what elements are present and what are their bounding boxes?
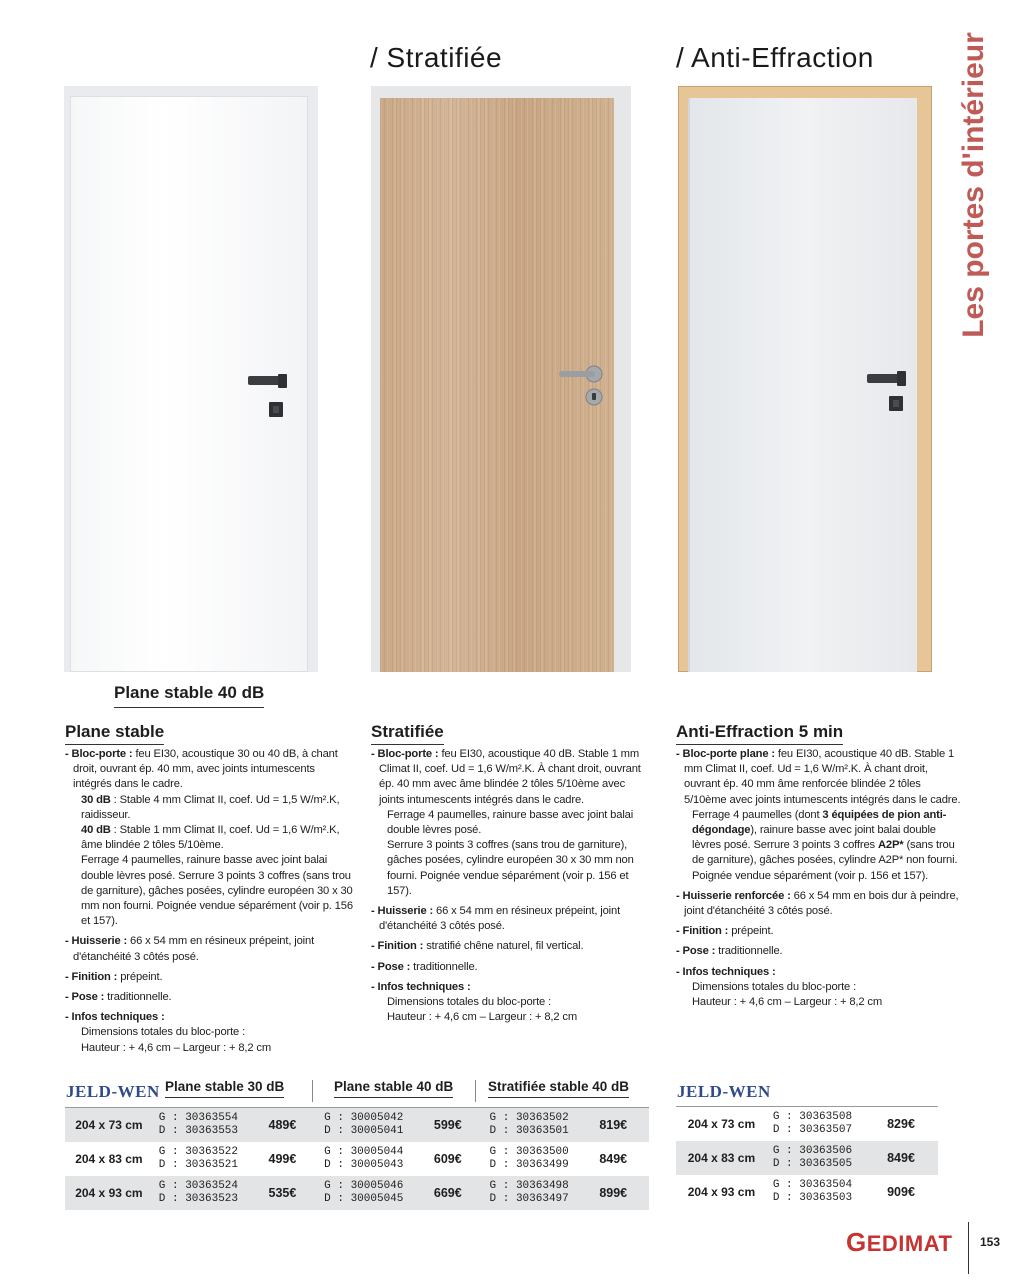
dimension-cell: 204 x 83 cm	[676, 1141, 767, 1175]
spec-huisserie: - Huisserie : 66 x 54 mm en résineux prépeint, joint d'étanchéité 3 côtés posé.	[65, 935, 315, 963]
spec-bloc-porte: - Bloc-porte : feu EI30, acoustique 40 dB. Stable 1 mm Climat II, coef. Ud = 1,6 W/m².K. À chant droit, ouvrant ép. 40 mm avec âme blindée 2 tôles 5/10ème avec joints intumescents intégrés dans le cadre. Ferrage 4 paumelles, rainure basse avec joint balai double lèvres posé. Serrure 3 points 3 coffres (sans trou de garniture), gâches posées, cylindre européen 30 x 30 mm non fourni. Poignée vendue séparément (voir p. 156 et 157).	[371, 748, 641, 897]
spec-infos-techniques: - Infos techniques : Dimensions totales du bloc-porte : Hauteur : + 4,6 cm – Largeur : + 8,2 cm	[371, 980, 578, 1024]
product-title: Stratifiée	[371, 722, 444, 745]
spec-infos-techniques: - Infos techniques : Dimensions totales du bloc-porte : Hauteur : + 4,6 cm – Largeur : + 8,2 cm	[65, 1011, 272, 1054]
price-cell: 669€	[412, 1176, 483, 1210]
price-cell: 899€	[577, 1176, 649, 1210]
side-title-text: Les portes d'intérieur	[957, 32, 990, 338]
spec-bloc-porte: - Bloc-porte plane : feu EI30, acoustique 40 dB. Stable 1 mm Climat II, coef. Ud = 1,6 W/m².K. À chant droit, ouvrant ép. 40 mm âme renforcée blindée 2 tôles 5/10ème avec joints intumescents intégrés dans le cadre. Ferrage 4 paumelles (dont 3 équipées de pion anti-dégondage), rainure basse avec joint balai double lèvres posé. Serrure 3 points 3 coffres A2P* (sans trou de garniture), gâches posées, cylindre A2P* non fourni. Poignée vendue séparément (voir p. 156 et 157).	[676, 748, 961, 882]
price-cell: 535€	[247, 1176, 318, 1210]
door-image-stratifiee	[371, 86, 631, 672]
door-caption: Plane stable 40 dB	[114, 683, 264, 708]
table-row	[676, 1107, 938, 1141]
spec-pose: - Pose : traditionnelle.	[676, 945, 783, 958]
reference-cell: G : 30363522 D : 30363521	[158, 1145, 239, 1171]
table-header: Plane stable 40 dB	[334, 1079, 453, 1098]
footer-divider	[968, 1222, 969, 1274]
dimension-cell: 204 x 73 cm	[687, 1116, 756, 1131]
door-image-anti-effraction	[678, 86, 932, 672]
table-row	[676, 1141, 938, 1175]
reference-cell: G : 30363524 D : 30363523	[153, 1176, 247, 1210]
dimension-cell: 204 x 93 cm	[65, 1176, 153, 1210]
table-row	[676, 1175, 938, 1209]
reference-cell: G : 30363506 D : 30363505	[767, 1141, 864, 1175]
spec-pose: - Pose : traditionnelle.	[371, 960, 478, 973]
divider	[312, 1080, 313, 1102]
table-header: Stratifiée stable 40 dB	[488, 1079, 629, 1098]
price-cell: 829€	[887, 1116, 915, 1131]
spec-pose: - Pose : traditionnelle.	[65, 991, 172, 1004]
table-row	[65, 1108, 649, 1142]
spec-infos-techniques: - Infos techniques : Dimensions totales du bloc-porte : Hauteur : + 4,6 cm – Largeur : + 8,2 cm	[676, 965, 883, 1009]
price-cell: 609€	[433, 1151, 462, 1166]
dimension-cell: 204 x 73 cm	[65, 1108, 153, 1142]
product-anti-effraction	[676, 722, 966, 1015]
price-table	[65, 1107, 649, 1210]
brand-logo: JELD-WEN	[677, 1082, 771, 1101]
reference-cell: G : 30005046 D : 30005045	[318, 1176, 412, 1210]
reference-cell: G : 30363508 D : 30363507	[772, 1110, 853, 1136]
table-row	[65, 1176, 649, 1210]
reference-cell: G : 30005044 D : 30005043	[324, 1145, 404, 1171]
reference-cell: G : 30363498 D : 30363497	[484, 1176, 578, 1210]
spec-finition: - Finition : stratifié chêne naturel, fil vertical.	[371, 940, 584, 953]
lever-handle-icon	[557, 364, 607, 410]
side-title	[944, 30, 1004, 340]
dimension-cell: 204 x 83 cm	[75, 1151, 143, 1166]
table-row	[65, 1142, 649, 1176]
door-handle-icon	[242, 374, 290, 422]
price-table-anti-effraction	[676, 1106, 938, 1209]
divider	[475, 1080, 476, 1102]
reference-cell: G : 30005042 D : 30005041	[318, 1108, 412, 1142]
product-title: Plane stable	[65, 722, 164, 745]
spec-finition: - Finition : prépeint.	[676, 925, 774, 938]
spec-finition: - Finition : prépeint.	[65, 970, 163, 983]
price-cell: 599€	[412, 1108, 483, 1142]
spec-bloc-porte: - Bloc-porte : feu EI30, acoustique 30 ou 40 dB, à chant droit, ouvrant ép. 40 mm, avec joints intumescents intégrés dans le cadre. 30 dB : Stable 4 mm Climat II, coef. Ud = 1,5 W/m².K, raidisseur. 40 dB : Stable 1 mm Climat II, coef. Ud = 1,6 W/m².K, âme blindée 2 tôles 5/10ème. Ferrage 4 paumelles, rainure basse avec joint balai double lèvres posé. Serrure 3 points 3 coffres (sans trou de garniture), gâches posées, cylindre européen 30 x 30 mm non fourni. Poignée vendue séparément (voir p. 156 et 157).	[65, 748, 353, 928]
price-cell: 499€	[268, 1151, 297, 1166]
price-cell: 909€	[887, 1184, 915, 1199]
price-cell: 819€	[577, 1108, 649, 1142]
price-cell: 849€	[599, 1151, 628, 1166]
dimension-cell: 204 x 93 cm	[687, 1184, 756, 1199]
table-header: Plane stable 30 dB	[165, 1079, 284, 1098]
product-stratifiee	[371, 722, 643, 1030]
page-number: 153	[980, 1235, 1001, 1249]
reference-cell: G : 30363502 D : 30363501	[484, 1108, 578, 1142]
price-cell: 849€	[864, 1141, 938, 1175]
heading-stratifiee: / Stratifiée	[370, 42, 503, 73]
brand-logo: JELD-WEN	[66, 1082, 160, 1101]
heading-anti-effraction: / Anti-Effraction	[676, 42, 874, 73]
reference-cell: G : 30363554 D : 30363553	[153, 1108, 247, 1142]
reference-cell: G : 30363504 D : 30363503	[772, 1178, 853, 1204]
product-plane-stable	[65, 722, 355, 1061]
spec-huisserie: - Huisserie renforcée : 66 x 54 mm en bois dur à peindre, joint d'étanchéité 3 côtés posé.	[676, 889, 959, 918]
reference-cell: G : 30363500 D : 30363499	[489, 1145, 569, 1171]
spec-huisserie: - Huisserie : 66 x 54 mm en résineux prépeint, joint d'étanchéité 3 côtés posé.	[371, 905, 621, 933]
gedimat-logo: GEDIMAT	[846, 1227, 953, 1257]
price-cell: 489€	[247, 1108, 318, 1142]
door-image-plane	[64, 86, 318, 672]
door-handle-icon	[863, 371, 911, 419]
product-title: Anti-Effraction 5 min	[676, 722, 843, 745]
